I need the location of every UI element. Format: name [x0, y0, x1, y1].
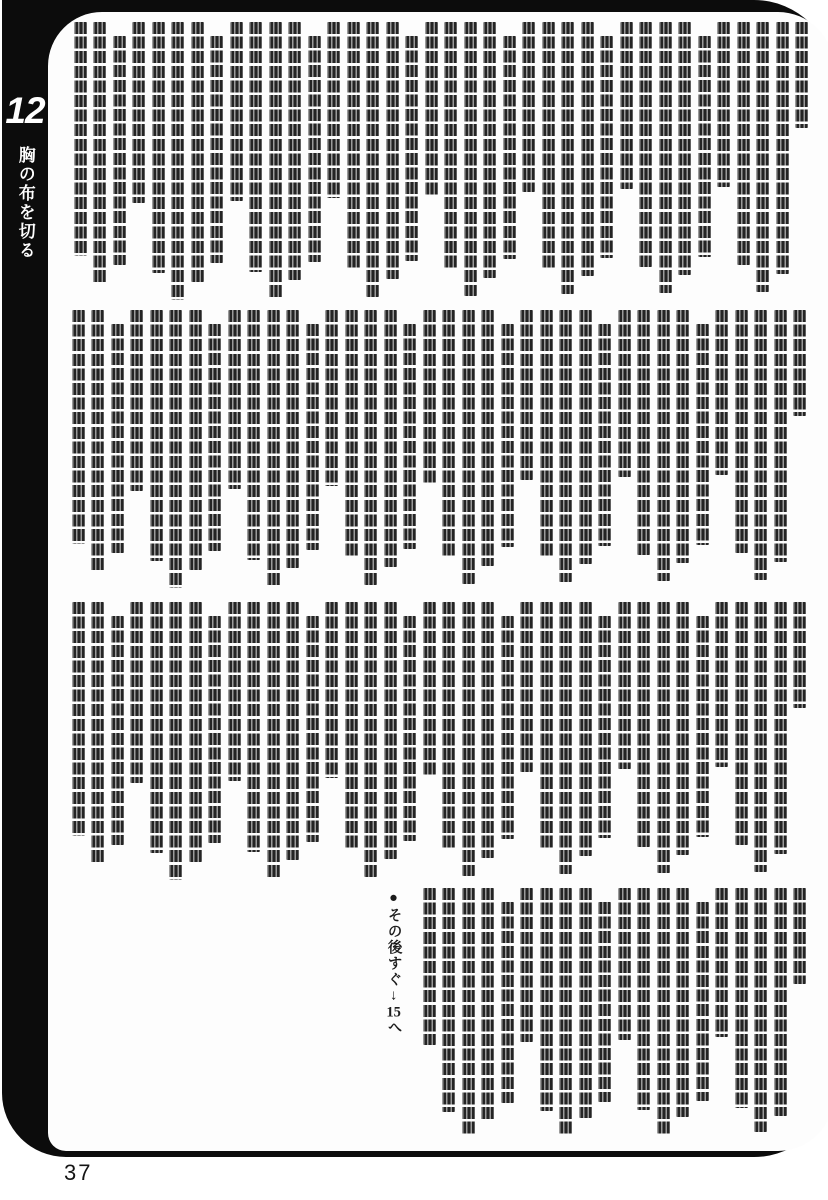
redacted-text-column [113, 36, 126, 265]
redacted-text-column [93, 22, 106, 283]
redacted-text-column [579, 888, 592, 1118]
redacted-text-column [464, 22, 477, 296]
redacted-text-column [462, 310, 475, 584]
redacted-text-column [364, 602, 377, 877]
redacted-text-column [520, 602, 533, 772]
redacted-text-column [247, 310, 260, 560]
redacted-text-column [189, 602, 202, 862]
redacted-text-column [756, 22, 769, 292]
redacted-text-column [130, 602, 143, 783]
redacted-text-column [600, 36, 613, 258]
redacted-text-column [150, 602, 163, 853]
redacted-text-column [598, 324, 611, 546]
redacted-text-column [657, 602, 670, 873]
redacted-text-column [74, 22, 87, 256]
redacted-text-column [444, 22, 457, 269]
redacted-text-column [657, 888, 670, 1134]
redacted-text-column [384, 602, 397, 859]
redacted-text-column [754, 602, 767, 872]
prose-band-4 [412, 888, 806, 1140]
redacted-text-column [774, 310, 787, 562]
redacted-text-column [286, 602, 299, 860]
redacted-text-column [735, 602, 748, 845]
redacted-text-column [345, 310, 358, 558]
redacted-text-column [501, 616, 514, 839]
redacted-text-column [579, 602, 592, 856]
redacted-text-column [132, 22, 145, 203]
redacted-text-column [620, 22, 633, 189]
redacted-text-column [345, 602, 358, 850]
redacted-text-column [676, 602, 689, 855]
redacted-text-column [269, 22, 282, 298]
redacted-text-column [462, 602, 475, 876]
redacted-text-column [208, 324, 221, 551]
redacted-text-column [676, 310, 689, 563]
redacted-text-column [618, 888, 631, 1040]
prose-band-3 [55, 602, 806, 880]
redacted-text-column [542, 22, 555, 268]
redacted-text-column [72, 310, 85, 544]
redacted-text-column [678, 22, 691, 275]
redacted-text-column [364, 310, 377, 585]
redacted-text-column [637, 602, 650, 847]
redacted-text-column [793, 310, 806, 416]
redacted-text-column [403, 616, 416, 841]
redacted-text-column [540, 888, 553, 1111]
chapter-title: 胸の布を切る [15, 146, 35, 260]
redacted-text-column [598, 616, 611, 838]
redacted-text-column [230, 22, 243, 201]
redacted-text-column [559, 310, 572, 582]
redacted-text-column [384, 310, 397, 567]
redacted-text-column [481, 602, 494, 858]
redacted-text-column [676, 888, 689, 1117]
prose-band-2 [60, 310, 806, 588]
redacted-text-column [717, 22, 730, 187]
redacted-text-column [793, 602, 806, 708]
redacted-text-column [559, 602, 572, 874]
redacted-text-column [776, 22, 789, 274]
redacted-text-column [442, 888, 455, 1112]
redacted-text-column [150, 310, 163, 561]
redacted-text-column [793, 888, 806, 984]
redacted-text-column [598, 902, 611, 1102]
redacted-text-column [579, 310, 592, 564]
redacted-text-column [325, 602, 338, 778]
redacted-text-column [637, 888, 650, 1110]
redacted-text-column [405, 36, 418, 261]
redacted-text-column [386, 22, 399, 279]
redacted-text-column [696, 902, 709, 1101]
redacted-text-column [581, 22, 594, 276]
redacted-text-column [267, 310, 280, 586]
redacted-text-column [308, 36, 321, 262]
redacted-text-column [191, 22, 204, 282]
redacted-text-column [325, 310, 338, 486]
nav-note-lead: ●その後すぐ [385, 890, 402, 988]
redacted-text-column [481, 888, 494, 1120]
redacted-text-column [306, 616, 319, 842]
redacted-text-column [540, 310, 553, 556]
redacted-text-column [403, 324, 416, 549]
redacted-text-column [501, 324, 514, 547]
redacted-text-column [111, 324, 124, 553]
redacted-text-column [483, 22, 496, 278]
redacted-text-column [267, 602, 280, 878]
redacted-text-column [423, 602, 436, 775]
redacted-text-column [462, 888, 475, 1136]
redacted-text-column [247, 602, 260, 852]
redacted-text-column [737, 22, 750, 265]
redacted-text-column [91, 310, 104, 571]
redacted-text-column [286, 310, 299, 568]
redacted-text-column [795, 22, 808, 128]
redacted-text-column [152, 22, 165, 273]
redacted-text-column [774, 888, 787, 1116]
redacted-text-column [696, 616, 709, 837]
redacted-text-column [442, 602, 455, 849]
redacted-text-column [659, 22, 672, 293]
redacted-text-column [171, 22, 184, 300]
redacted-text-column [559, 888, 572, 1135]
redacted-text-column [327, 22, 340, 198]
redacted-text-column [442, 310, 455, 557]
redacted-text-column [169, 602, 182, 880]
redacted-text-column [715, 602, 728, 767]
chapter-number: 12 [5, 90, 45, 131]
redacted-text-column [696, 324, 709, 545]
redacted-text-column [520, 310, 533, 480]
redacted-text-column [503, 36, 516, 259]
redacted-text-column [657, 310, 670, 581]
redacted-text-column [288, 22, 301, 280]
redacted-text-column [522, 22, 535, 192]
redacted-text-column [754, 888, 767, 1132]
redacted-text-column [618, 310, 631, 477]
redacted-text-column [754, 310, 767, 580]
redacted-text-column [169, 310, 182, 588]
nav-note-tail: へ [385, 1019, 402, 1036]
redacted-text-column [774, 602, 787, 854]
redacted-text-column [366, 22, 379, 297]
redacted-text-column [481, 310, 494, 566]
nav-note-target: 15 [386, 1005, 401, 1020]
page-number: 37 [64, 1160, 93, 1185]
redacted-text-column [698, 36, 711, 257]
redacted-text-column [425, 22, 438, 195]
redacted-text-column [715, 888, 728, 1037]
redacted-text-column [639, 22, 652, 267]
redacted-text-column [130, 310, 143, 491]
redacted-text-column [210, 36, 223, 263]
redacted-text-column [72, 602, 85, 836]
redacted-text-column [423, 310, 436, 483]
redacted-text-column [520, 888, 533, 1042]
redacted-text-column [501, 902, 514, 1103]
redacted-text-column [715, 310, 728, 475]
redacted-text-column [228, 602, 241, 781]
prose-band-1 [60, 22, 808, 300]
redacted-text-column [306, 324, 319, 550]
redacted-text-column [618, 602, 631, 769]
redacted-text-column [561, 22, 574, 294]
redacted-text-column [111, 616, 124, 845]
redacted-text-column [735, 888, 748, 1108]
redacted-text-column [249, 22, 262, 272]
redacted-text-column [228, 310, 241, 489]
redacted-text-column [423, 888, 436, 1045]
redacted-text-column [208, 616, 221, 843]
redacted-text-column [735, 310, 748, 553]
redacted-text-column [637, 310, 650, 555]
down-arrow-icon: ↓ [385, 987, 402, 1005]
redacted-text-column [91, 602, 104, 863]
redacted-text-column [540, 602, 553, 848]
redacted-text-column [347, 22, 360, 270]
gamebook-nav-note [383, 890, 403, 1150]
redacted-text-column [189, 310, 202, 570]
